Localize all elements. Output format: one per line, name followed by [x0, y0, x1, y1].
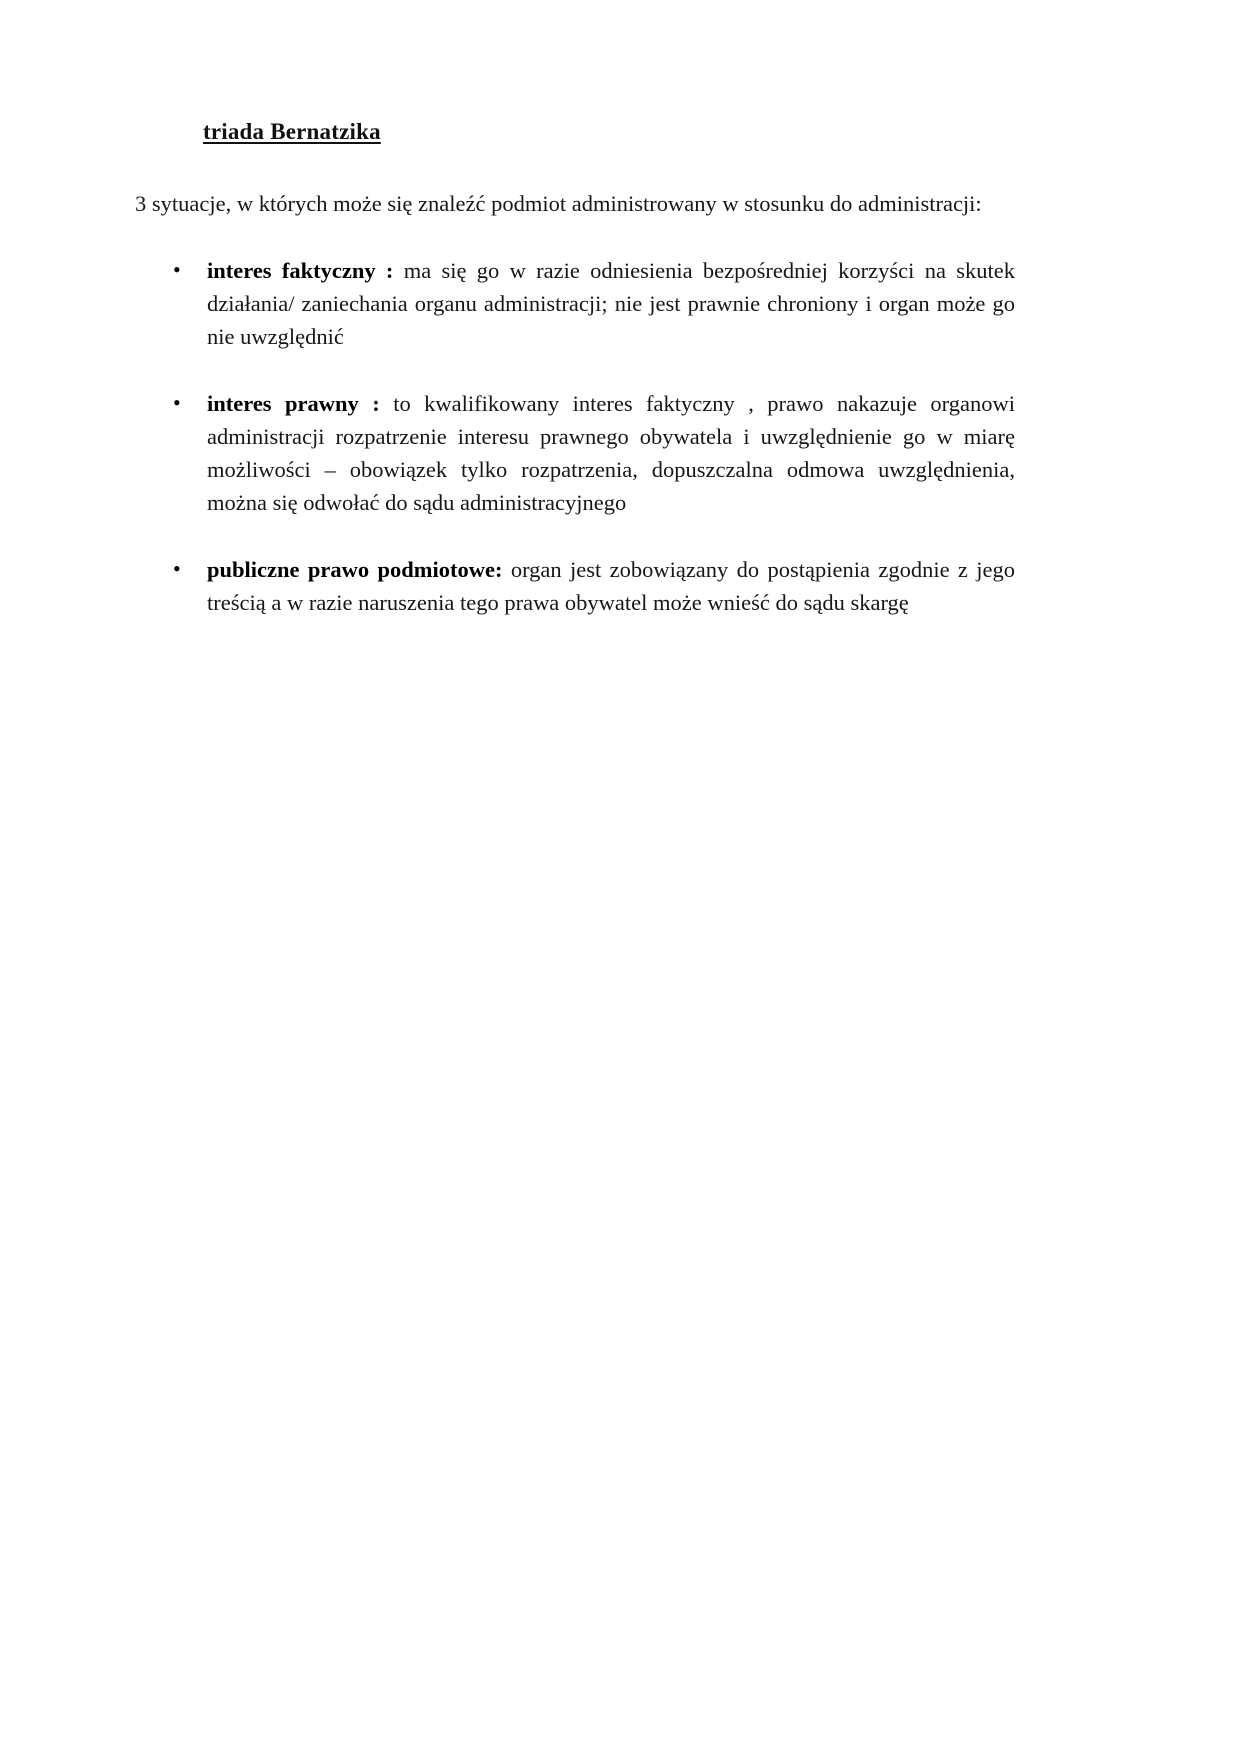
term-description: organ jest zobowiązany do postąpienia zgodnie z jego treścią a w razie naruszenia tego prawa obywatel może wnieść do sądu skargę [207, 556, 1015, 616]
bullet-icon: • [173, 555, 181, 581]
list-item [135, 387, 1015, 519]
term-label: interes faktyczny : [207, 257, 394, 283]
term-description: ma się go w razie odniesienia bezpośredniej korzyści na skutek działania/ zaniechania organu administracji; nie jest prawnie chroniony i organ może go nie uwzględnić [207, 257, 1015, 349]
list-item [135, 254, 1015, 353]
definition-list [135, 254, 1015, 620]
term-label: publiczne prawo podmiotowe: [207, 556, 503, 582]
term-description: to kwalifikowany interes faktyczny , prawo nakazuje organowi administracji rozpatrzenie interesu prawnego obywatela i uwzględnienie go w miarę możliwości – obowiązek tylko rozpatrzenia, dopuszczalna odmowa uwzględnienia, można się odwołać do sądu administracyjnego [207, 390, 1015, 515]
term-label: interes prawny : [207, 390, 380, 416]
list-item [135, 553, 1015, 619]
document-body [135, 118, 1015, 619]
page-title: triada Bernatzika [203, 119, 381, 144]
intro-paragraph: 3 sytuacje, w których może się znaleźć podmiot administrowany w stosunku do administracji: [135, 190, 982, 216]
bullet-icon: • [173, 256, 181, 282]
bullet-icon: • [173, 389, 181, 415]
